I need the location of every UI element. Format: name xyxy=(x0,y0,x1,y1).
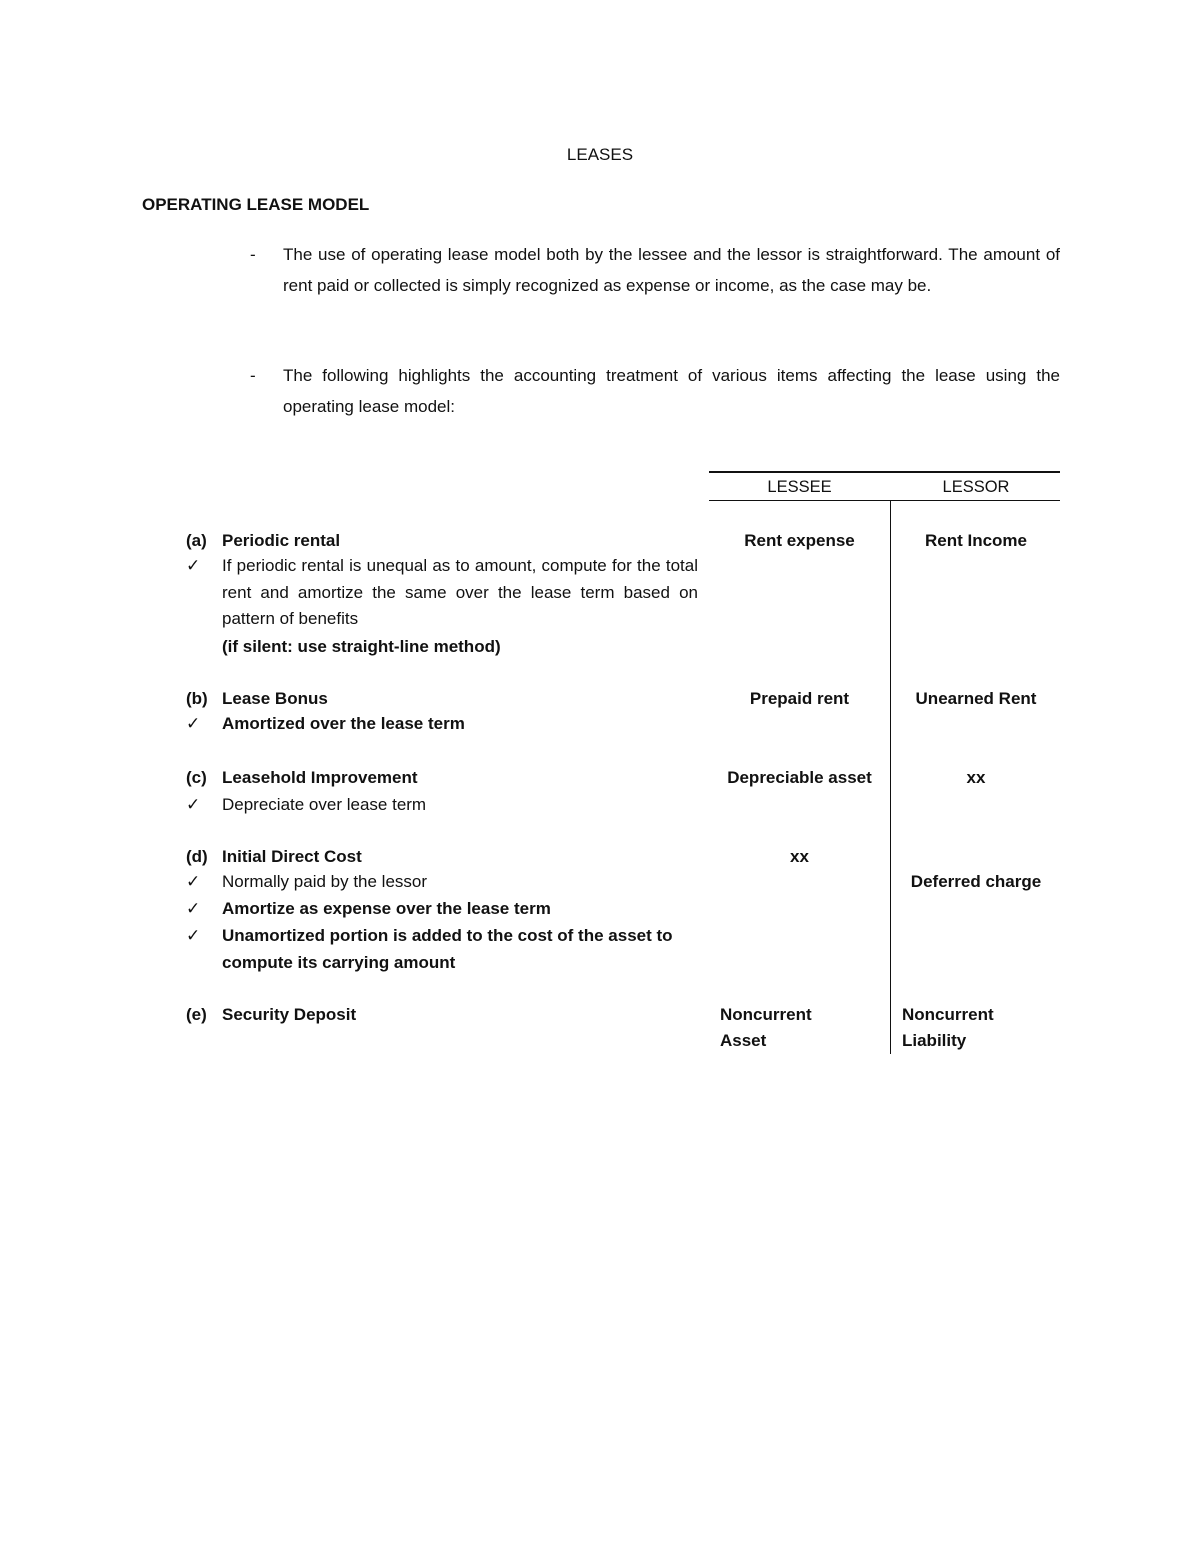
lessor-cell: Deferred charge xyxy=(910,872,1042,891)
lessee-cell: Asset xyxy=(720,1031,767,1050)
lessee-cell: Rent expense xyxy=(744,531,855,550)
row-note: Amortize as expense over the lease term xyxy=(222,899,551,918)
lessor-header: LESSOR xyxy=(942,478,1010,496)
lessor-cell: Unearned Rent xyxy=(915,689,1037,708)
row-note: If periodic rental is unequal as to amount, compute for the total rent and amortize the same over the lease term based on pattern of benefits xyxy=(222,556,698,628)
column-divider xyxy=(890,501,891,1054)
lessee-header: LESSEE xyxy=(767,478,832,496)
row-note: Amortized over the lease term xyxy=(222,714,465,733)
bullet-paragraph xyxy=(250,240,1060,301)
lessee-cell: xx xyxy=(790,847,809,866)
lessor-cell: Liability xyxy=(902,1031,967,1050)
page-title: LEASES xyxy=(566,145,634,164)
row-item-title: Leasehold Improvement xyxy=(222,768,418,787)
lessee-cell: Depreciable asset xyxy=(727,768,872,787)
check-icon: ✓ xyxy=(186,872,201,891)
check-icon: ✓ xyxy=(186,714,201,733)
row-note: Depreciate over lease term xyxy=(222,795,427,814)
lessor-cell: Rent Income xyxy=(924,531,1028,550)
section-heading: OPERATING LEASE MODEL xyxy=(142,195,370,214)
dash-marker: - xyxy=(250,245,256,264)
row-item-title: Periodic rental xyxy=(222,531,341,550)
check-icon: ✓ xyxy=(186,926,201,945)
check-icon: ✓ xyxy=(186,556,201,575)
table-top-rule xyxy=(709,471,1060,473)
dash-marker: - xyxy=(250,366,256,385)
row-item-title: Initial Direct Cost xyxy=(222,847,362,866)
row-note-bold: (if silent: use straight-line method) xyxy=(222,637,501,656)
row-letter: (e) xyxy=(186,1005,207,1024)
lessor-cell: Noncurrent xyxy=(902,1005,994,1024)
lessee-cell: Noncurrent xyxy=(720,1005,812,1024)
lessee-cell: Prepaid rent xyxy=(749,689,850,708)
check-icon: ✓ xyxy=(186,795,201,814)
check-icon: ✓ xyxy=(186,899,201,918)
table-header-rule xyxy=(709,500,1060,501)
row-letter: (c) xyxy=(186,768,207,787)
row-letter: (a) xyxy=(186,531,207,550)
row-letter: (d) xyxy=(186,847,208,866)
paragraph-text: The use of operating lease model both by the lessee and the lessor is straightforward. The amount of rent paid or collected is simply recognized as expense or income, as the case may be. xyxy=(283,245,1060,295)
row-letter: (b) xyxy=(186,689,208,708)
paragraph-text: The following highlights the accounting treatment of various items affecting the lease using the operating lease model: xyxy=(283,366,1060,416)
row-note: Normally paid by the lessor xyxy=(222,872,428,891)
row-item-title: Security Deposit xyxy=(222,1005,357,1024)
row-note: Unamortized portion is added to the cost of the asset to compute its carrying amount xyxy=(222,926,673,972)
lessor-cell: xx xyxy=(966,768,986,787)
bullet-paragraph xyxy=(250,361,1060,422)
row-item-title: Lease Bonus xyxy=(222,689,328,708)
